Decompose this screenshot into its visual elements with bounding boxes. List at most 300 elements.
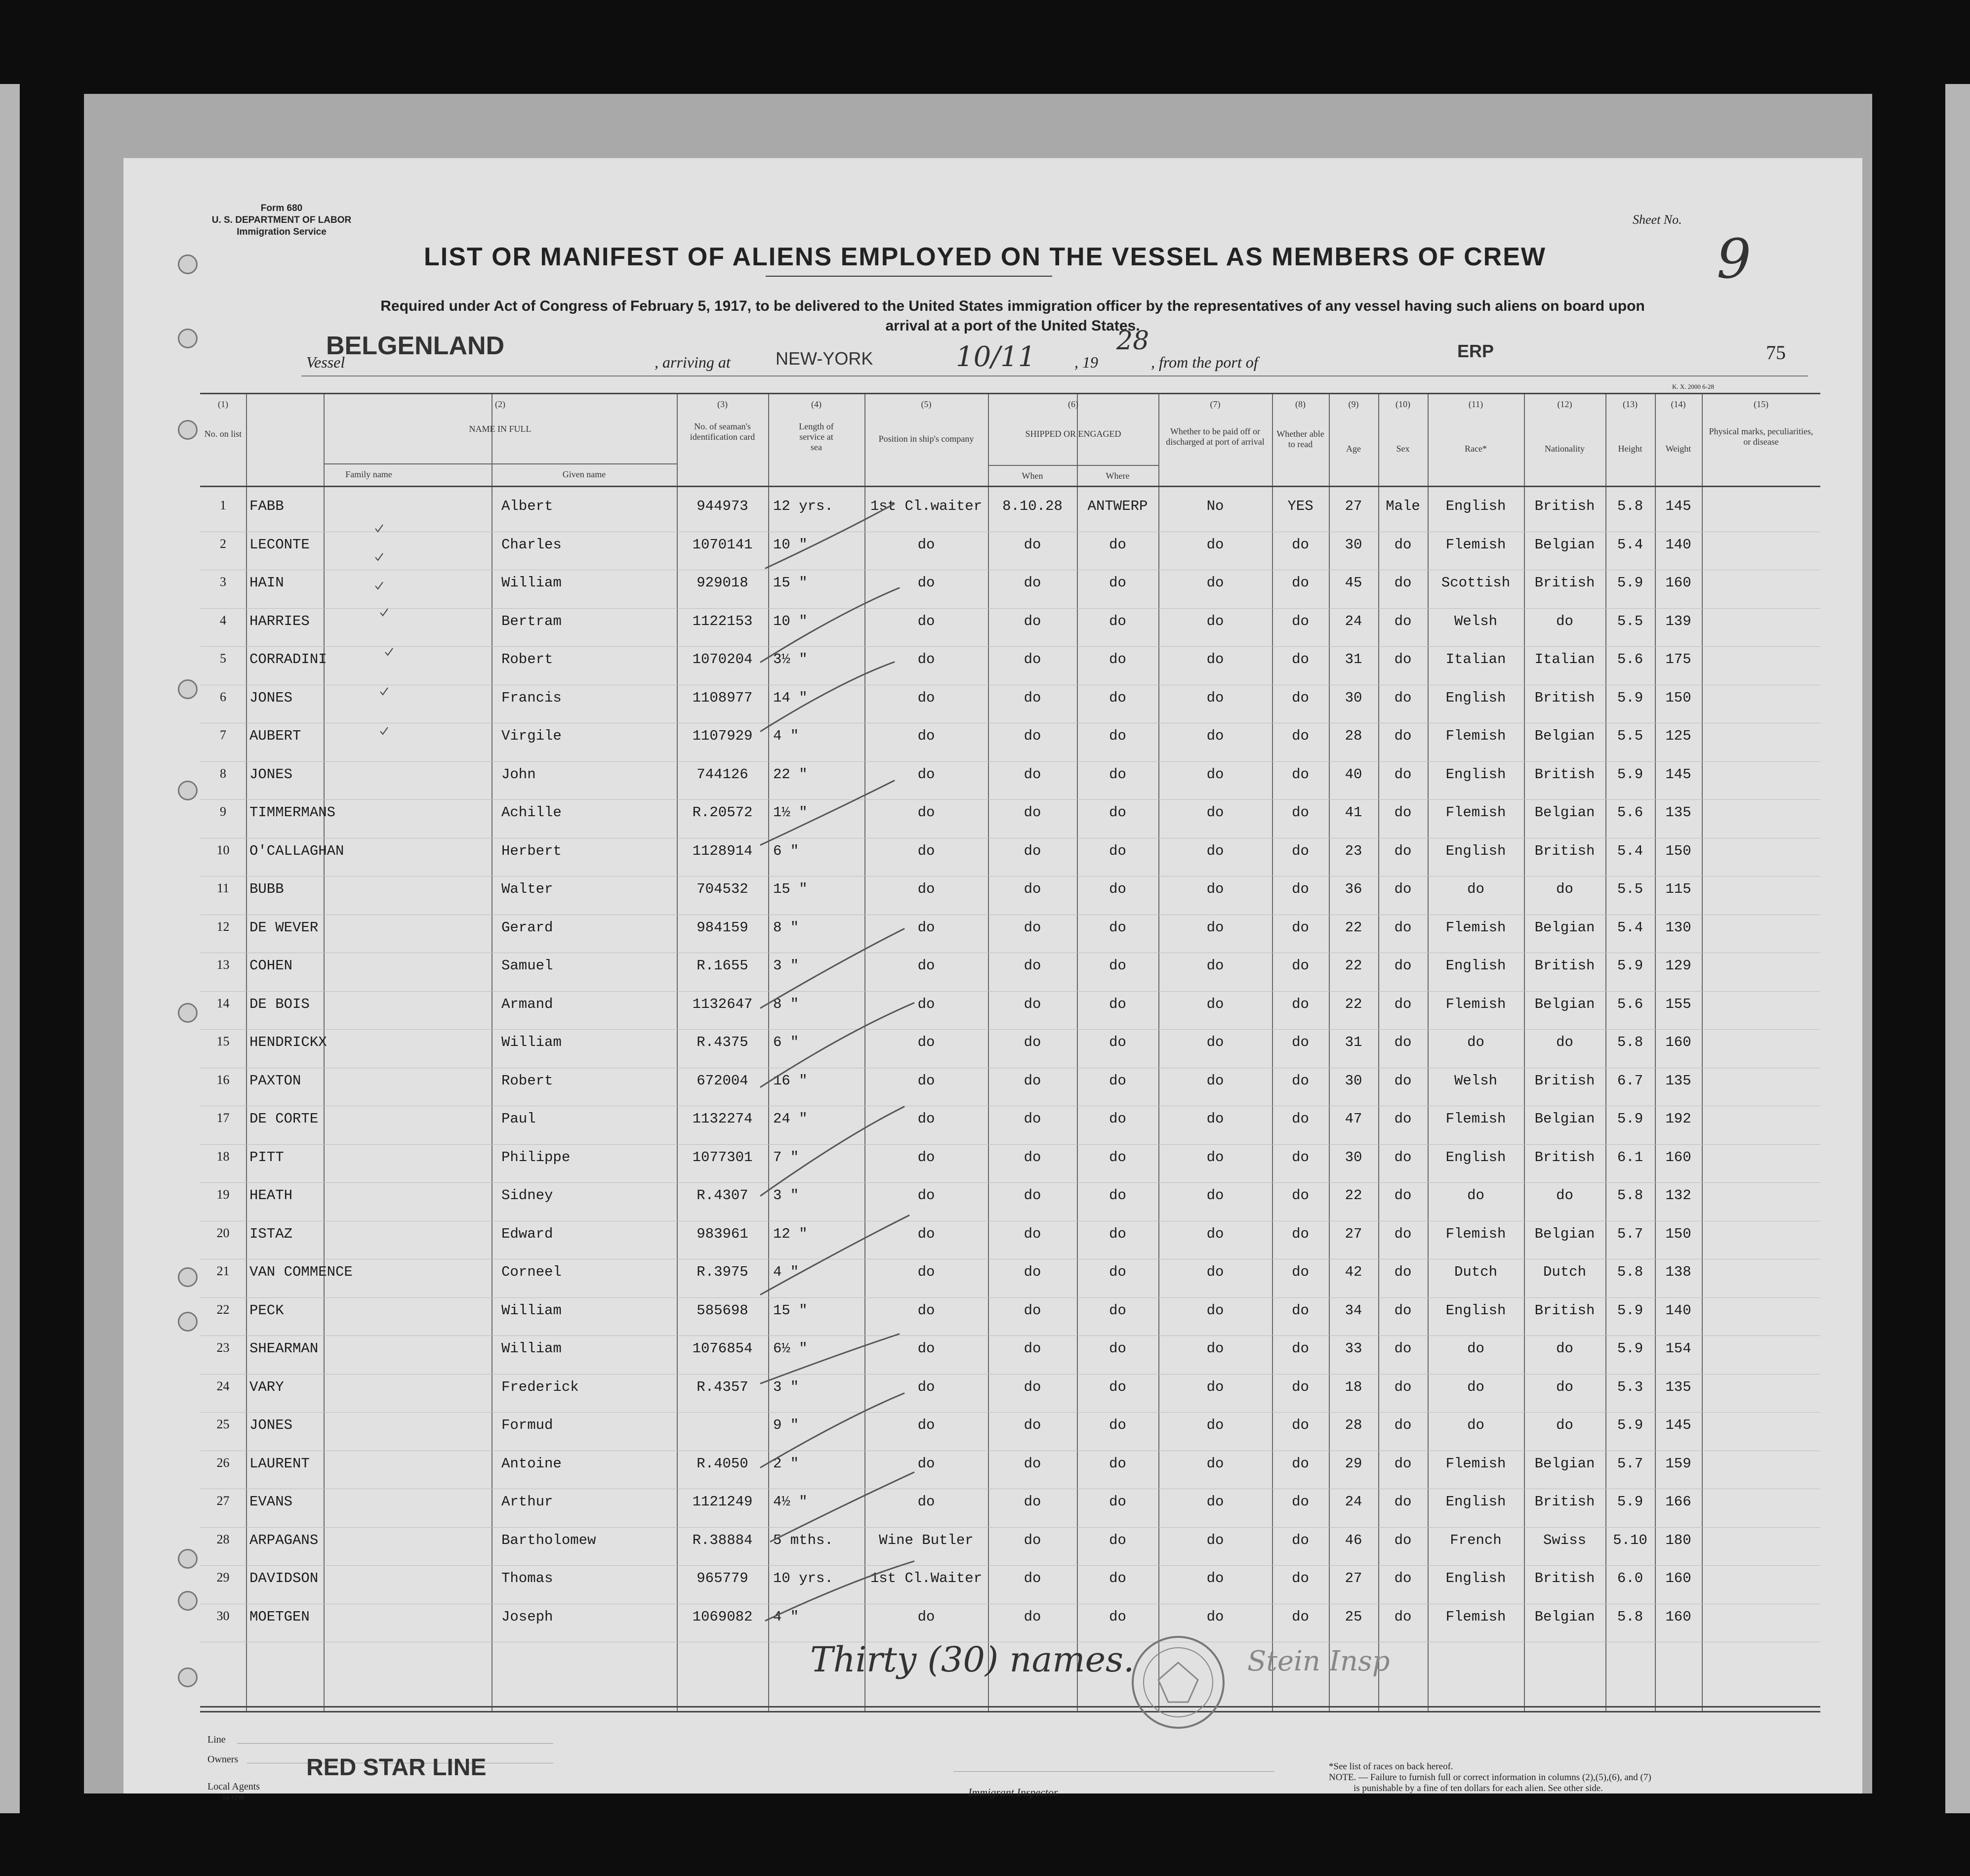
cell-given: Thomas (501, 1570, 553, 1586)
cell-weight: 166 (1665, 1494, 1691, 1510)
cell-age: 36 (1345, 881, 1362, 897)
cell-age: 25 (1345, 1608, 1362, 1625)
cell-age: 23 (1345, 842, 1362, 859)
cell-sex: do (1394, 1187, 1412, 1204)
cell-sex: Male (1386, 498, 1420, 514)
cell-race: Flemish (1445, 919, 1506, 936)
cell-height: 5.3 (1617, 1378, 1643, 1395)
cell-where: do (1109, 536, 1126, 553)
cell-age: 24 (1345, 1494, 1362, 1510)
cell-paid: do (1206, 766, 1224, 783)
cell-given: Corneel (501, 1264, 562, 1280)
cell-sex: do (1394, 766, 1412, 783)
cell-nationality: Dutch (1543, 1264, 1586, 1280)
cell-weight: 145 (1665, 1417, 1691, 1433)
cell-family: PAXTON (249, 1072, 301, 1089)
cell-read: do (1292, 1378, 1309, 1395)
cell-weight: 129 (1665, 958, 1691, 974)
cell-race: Italian (1445, 651, 1506, 667)
cell-no: 12 (216, 919, 230, 934)
cell-read: do (1292, 1264, 1309, 1280)
cell-position: Wine Butler (879, 1532, 974, 1548)
cell-when: do (1024, 1225, 1041, 1242)
cell-no: 20 (216, 1225, 230, 1240)
cell-card: 1076854 (692, 1340, 753, 1357)
cell-given: William (501, 1302, 562, 1319)
cell-card: 1121249 (692, 1494, 753, 1510)
cell-paid: do (1206, 575, 1224, 591)
cell-given: Frederick (501, 1378, 579, 1395)
cell-where: do (1109, 575, 1126, 591)
cell-race: Dutch (1454, 1264, 1497, 1280)
cell-card: R.20572 (692, 804, 753, 821)
cell-race: English (1445, 1494, 1506, 1510)
cell-nationality: British (1534, 1570, 1595, 1586)
cell-sex: do (1394, 1149, 1412, 1166)
cell-no: 26 (216, 1455, 230, 1470)
cell-given: Sidney (501, 1187, 553, 1204)
cell-where: ANTWERP (1087, 498, 1148, 514)
col-where: Where (1106, 471, 1130, 481)
cell-nationality: Belgian (1534, 804, 1595, 821)
cell-when: do (1024, 651, 1041, 667)
cell-paid: do (1206, 689, 1224, 706)
cell-family: HEATH (249, 1187, 293, 1204)
owners-label: Owners (207, 1754, 239, 1765)
manifest-page (123, 158, 1862, 1801)
cell-no: 18 (216, 1149, 230, 1164)
cell-length: 3½ " (773, 651, 808, 667)
cell-position: do (917, 1072, 935, 1089)
tick-strokes (123, 158, 1862, 1793)
cell-when: do (1024, 766, 1041, 783)
cell-paid: do (1206, 881, 1224, 897)
cell-where: do (1109, 1532, 1126, 1548)
cell-height: 5.8 (1617, 1034, 1643, 1050)
cell-race: do (1467, 1417, 1484, 1433)
cell-weight: 150 (1665, 842, 1691, 859)
cell-position: do (917, 804, 935, 821)
cell-age: 31 (1345, 1034, 1362, 1050)
cell-sex: do (1394, 1417, 1412, 1433)
cell-family: FABB (249, 498, 284, 514)
col-nationality: Nationality (1545, 444, 1585, 454)
cell-race: English (1445, 842, 1506, 859)
cell-read: do (1292, 1494, 1309, 1510)
col-able-read: Whether able to read (1276, 429, 1324, 449)
cell-race: Flemish (1445, 996, 1506, 1012)
col-name-in-full: NAME IN FULL (469, 424, 532, 434)
cell-family: MOETGEN (249, 1608, 310, 1625)
cell-card: 672004 (697, 1072, 748, 1089)
cell-sex: do (1394, 1302, 1412, 1319)
cell-given: Robert (501, 651, 553, 667)
cell-length: 14 " (773, 689, 808, 706)
cell-given: Arthur (501, 1494, 553, 1510)
cell-nationality: Belgian (1534, 1455, 1595, 1472)
cell-no: 24 (216, 1378, 230, 1393)
cell-sex: do (1394, 1570, 1412, 1586)
cell-length: 1½ " (773, 804, 808, 821)
cell-when: do (1024, 842, 1041, 859)
cell-read: do (1292, 1532, 1309, 1548)
cell-nationality: Belgian (1534, 996, 1595, 1012)
cell-where: do (1109, 1302, 1126, 1319)
cell-card: 1128914 (692, 842, 753, 859)
col-13-number: (13) (1623, 399, 1638, 409)
cell-given: Armand (501, 996, 553, 1012)
cell-age: 41 (1345, 804, 1362, 821)
cell-age: 29 (1345, 1455, 1362, 1472)
cell-race: English (1445, 1302, 1506, 1319)
cell-age: 22 (1345, 919, 1362, 936)
cell-height: 5.6 (1617, 804, 1643, 821)
cell-family: ISTAZ (249, 1225, 293, 1242)
cell-sex: do (1394, 613, 1412, 629)
cell-weight: 145 (1665, 766, 1691, 783)
cell-read: do (1292, 1187, 1309, 1204)
cell-nationality: British (1534, 766, 1595, 783)
cell-where: do (1109, 1570, 1126, 1586)
cell-no: 15 (216, 1034, 230, 1048)
cell-no: 28 (216, 1532, 230, 1546)
cell-age: 22 (1345, 1187, 1362, 1204)
cell-paid: do (1206, 1494, 1224, 1510)
cell-height: 6.0 (1617, 1570, 1643, 1586)
cell-where: do (1109, 1417, 1126, 1433)
cell-where: do (1109, 958, 1126, 974)
adjacent-page-right (1945, 84, 1970, 1813)
cell-read: do (1292, 728, 1309, 744)
cell-given: Charles (501, 536, 562, 553)
cell-sex: do (1394, 881, 1412, 897)
from-port-label: , from the port of (1151, 353, 1258, 371)
cell-family: JONES (249, 1417, 293, 1433)
cell-family: BUBB (249, 881, 284, 897)
cell-where: do (1109, 1225, 1126, 1242)
cell-where: do (1109, 728, 1126, 744)
cell-race: do (1467, 1187, 1484, 1204)
cell-no: 14 (216, 996, 230, 1010)
col-10-number: (10) (1395, 399, 1410, 409)
cell-weight: 135 (1665, 1072, 1691, 1089)
cell-where: do (1109, 1149, 1126, 1166)
cell-race: English (1445, 766, 1506, 783)
cell-nationality: Belgian (1534, 536, 1595, 553)
cell-sex: do (1394, 728, 1412, 744)
cell-no: 23 (216, 1340, 230, 1355)
cell-read: do (1292, 1417, 1309, 1433)
cell-when: do (1024, 881, 1041, 897)
col-physical: Physical marks, peculiarities, or disease (1709, 426, 1813, 447)
cell-when: do (1024, 804, 1041, 821)
cell-race: English (1445, 498, 1506, 514)
cell-height: 5.9 (1617, 575, 1643, 591)
cell-paid: do (1206, 1608, 1224, 1625)
col-1-number: (1) (218, 399, 228, 409)
department: U. S. DEPARTMENT OF LABOR (211, 215, 352, 225)
cell-nationality: British (1534, 1149, 1595, 1166)
cell-height: 5.9 (1617, 766, 1643, 783)
cell-no: 3 (220, 575, 226, 589)
cell-paid: do (1206, 1072, 1224, 1089)
cell-given: Bartholomew (501, 1532, 596, 1548)
cell-age: 33 (1345, 1340, 1362, 1357)
cell-weight: 154 (1665, 1340, 1691, 1357)
cell-age: 22 (1345, 996, 1362, 1012)
cell-position: do (917, 958, 935, 974)
cell-race: Flemish (1445, 1111, 1506, 1127)
cell-length: 6½ " (773, 1340, 808, 1357)
cell-paid: do (1206, 1225, 1224, 1242)
cell-card: 1070204 (692, 651, 753, 667)
subtitle-line-1: Required under Act of Congress of February 5, 1917, to be delivered to the United States immigration officer by the representatives of any vessel having such aliens on board upon (380, 298, 1645, 314)
cell-height: 6.7 (1617, 1072, 1643, 1089)
cell-card: 1077301 (692, 1149, 753, 1166)
cell-when: do (1024, 1570, 1041, 1586)
cell-height: 5.8 (1617, 1264, 1643, 1280)
cell-when: do (1024, 1494, 1041, 1510)
cell-paid: do (1206, 1149, 1224, 1166)
cell-position: do (917, 919, 935, 936)
cell-sex: do (1394, 1455, 1412, 1472)
cell-where: do (1109, 1187, 1126, 1204)
cell-paid: do (1206, 1187, 1224, 1204)
cell-paid: do (1206, 1532, 1224, 1548)
cell-nationality: British (1534, 575, 1595, 591)
cell-height: 5.5 (1617, 728, 1643, 744)
cell-when: do (1024, 1072, 1041, 1089)
cell-length: 15 " (773, 1302, 808, 1319)
cell-nationality: British (1534, 958, 1595, 974)
cell-card: 1107929 (692, 728, 753, 744)
print-code: K. X. 2000 6-28 (1672, 383, 1714, 390)
cell-position: do (917, 766, 935, 783)
cell-when: do (1024, 1034, 1041, 1050)
cell-position: do (917, 1494, 935, 1510)
cell-card: 1070141 (692, 536, 753, 553)
cell-sex: do (1394, 1225, 1412, 1242)
cell-position: do (917, 1417, 935, 1433)
year-prefix: , 19 (1074, 353, 1098, 371)
cell-read: do (1292, 804, 1309, 821)
cell-sex: do (1394, 804, 1412, 821)
cell-age: 30 (1345, 689, 1362, 706)
cell-height: 5.7 (1617, 1455, 1643, 1472)
cell-when: 8.10.28 (1002, 498, 1063, 514)
cell-given: Joseph (501, 1608, 553, 1625)
cell-length: 9 " (773, 1417, 799, 1433)
cell-weight: 160 (1665, 575, 1691, 591)
cell-card: 984159 (697, 919, 748, 936)
cell-height: 5.9 (1617, 1494, 1643, 1510)
cell-given: Francis (501, 689, 562, 706)
cell-read: do (1292, 766, 1309, 783)
cell-height: 5.9 (1617, 689, 1643, 706)
cell-nationality: Belgian (1534, 1608, 1595, 1625)
cell-no: 2 (220, 536, 226, 551)
col-14-number: (14) (1671, 399, 1686, 409)
cell-where: do (1109, 1264, 1126, 1280)
cell-nationality: do (1556, 881, 1573, 897)
cell-height: 5.9 (1617, 1340, 1643, 1357)
col-4-number: (4) (811, 399, 821, 409)
cell-when: do (1024, 1417, 1041, 1433)
cell-position: do (917, 1149, 935, 1166)
cell-position: 1st Cl.waiter (870, 498, 983, 514)
cell-no: 11 (216, 881, 230, 895)
cell-family: EVANS (249, 1494, 293, 1510)
cell-given: Achille (501, 804, 562, 821)
cell-length: 8 " (773, 996, 799, 1012)
cell-nationality: do (1556, 613, 1573, 629)
cell-length: 8 " (773, 919, 799, 936)
cell-sex: do (1394, 1340, 1412, 1357)
cell-length: 7 " (773, 1149, 799, 1166)
cell-given: Antoine (501, 1455, 562, 1472)
cell-paid: do (1206, 1570, 1224, 1586)
cell-position: do (917, 842, 935, 859)
cell-age: 27 (1345, 1570, 1362, 1586)
cell-when: do (1024, 919, 1041, 936)
cell-race: do (1467, 1034, 1484, 1050)
cell-family: JONES (249, 766, 293, 783)
cell-family: JONES (249, 689, 293, 706)
cell-when: do (1024, 958, 1041, 974)
cell-where: do (1109, 1034, 1126, 1050)
cell-read: do (1292, 958, 1309, 974)
cell-no: 21 (216, 1264, 230, 1278)
cell-sex: do (1394, 1378, 1412, 1395)
cell-given: Bertram (501, 613, 562, 629)
agents-code: 14-1290 (222, 1793, 244, 1801)
cell-paid: do (1206, 613, 1224, 629)
cell-weight: 135 (1665, 1378, 1691, 1395)
cell-height: 5.8 (1617, 1187, 1643, 1204)
cell-sex: do (1394, 1111, 1412, 1127)
cell-nationality: do (1556, 1034, 1573, 1050)
cell-race: English (1445, 1570, 1506, 1586)
cell-age: 28 (1345, 728, 1362, 744)
cell-race: English (1445, 689, 1506, 706)
cell-height: 5.4 (1617, 536, 1643, 553)
cell-paid: do (1206, 1455, 1224, 1472)
cell-where: do (1109, 996, 1126, 1012)
cell-read: do (1292, 1149, 1309, 1166)
cell-card: 1069082 (692, 1608, 753, 1625)
cell-weight: 159 (1665, 1455, 1691, 1472)
vessel-name-stamp: BELGENLAND (326, 332, 505, 360)
cell-given: Virgile (501, 728, 562, 744)
cell-when: do (1024, 996, 1041, 1012)
cell-length: 22 " (773, 766, 808, 783)
cell-nationality: British (1534, 842, 1595, 859)
cell-sex: do (1394, 1264, 1412, 1280)
from-port: ERP (1457, 341, 1494, 361)
cell-card: 929018 (697, 575, 748, 591)
cell-paid: No (1206, 498, 1224, 514)
cell-when: do (1024, 728, 1041, 744)
fine-note-1: NOTE. — Failure to furnish full or correct information in columns (2),(5),(6), and (7) (1329, 1772, 1651, 1783)
service: Immigration Service (237, 227, 327, 237)
cell-paid: do (1206, 1378, 1224, 1395)
cell-height: 5.8 (1617, 498, 1643, 514)
cell-age: 31 (1345, 651, 1362, 667)
cell-no: 13 (216, 958, 230, 972)
cell-race: do (1467, 881, 1484, 897)
cell-read: do (1292, 996, 1309, 1012)
cell-sex: do (1394, 842, 1412, 859)
cell-weight: 155 (1665, 996, 1691, 1012)
cell-weight: 192 (1665, 1111, 1691, 1127)
cell-weight: 160 (1665, 1149, 1691, 1166)
cell-paid: do (1206, 919, 1224, 936)
cell-nationality: do (1556, 1378, 1573, 1395)
cell-length: 2 " (773, 1455, 799, 1472)
cell-card: R.3975 (697, 1264, 748, 1280)
cell-where: do (1109, 1494, 1126, 1510)
cell-race: Welsh (1454, 1072, 1497, 1089)
arrival-year: 28 (1116, 326, 1149, 356)
cell-position: do (917, 1302, 935, 1319)
col-age: Age (1346, 444, 1361, 454)
cell-card: 965779 (697, 1570, 748, 1586)
cell-race: Flemish (1445, 1608, 1506, 1625)
cell-card: 744126 (697, 766, 748, 783)
cell-position: do (917, 536, 935, 553)
cell-read: do (1292, 613, 1309, 629)
seal-stamp-icon (1129, 1633, 1228, 1732)
cell-paid: do (1206, 1264, 1224, 1280)
cell-nationality: Belgian (1534, 728, 1595, 744)
cell-position: do (917, 1187, 935, 1204)
cell-given: Albert (501, 498, 553, 514)
cell-card: 585698 (697, 1302, 748, 1319)
cell-height: 5.5 (1617, 613, 1643, 629)
cell-length: 6 " (773, 1034, 799, 1050)
cell-card: 983961 (697, 1225, 748, 1242)
cell-age: 27 (1345, 1225, 1362, 1242)
cell-when: do (1024, 1302, 1041, 1319)
cell-when: do (1024, 689, 1041, 706)
cell-read: do (1292, 689, 1309, 706)
cell-nationality: Belgian (1534, 1111, 1595, 1127)
cell-card: 704532 (697, 881, 748, 897)
cell-given: Robert (501, 1072, 553, 1089)
cell-position: do (917, 1034, 935, 1050)
form-number: Form 680 (260, 203, 303, 213)
cell-nationality: Swiss (1543, 1532, 1586, 1548)
cell-paid: do (1206, 1340, 1224, 1357)
col-8-number: (8) (1295, 399, 1306, 409)
cell-read: do (1292, 1608, 1309, 1625)
cell-no: 19 (216, 1187, 230, 1202)
cell-where: do (1109, 919, 1126, 936)
cell-nationality: British (1534, 1072, 1595, 1089)
cell-family: TIMMERMANS (249, 804, 336, 821)
cell-paid: do (1206, 1302, 1224, 1319)
col-length: Length of service at sea (799, 421, 834, 452)
cell-length: 3 " (773, 958, 799, 974)
col-sex: Sex (1396, 444, 1410, 454)
cell-height: 5.9 (1617, 1302, 1643, 1319)
cell-length: 4 " (773, 728, 799, 744)
cell-family: CORRADINI (249, 651, 327, 667)
cell-sex: do (1394, 1608, 1412, 1625)
cell-read: do (1292, 919, 1309, 936)
cell-age: 45 (1345, 575, 1362, 591)
cell-weight: 135 (1665, 804, 1691, 821)
